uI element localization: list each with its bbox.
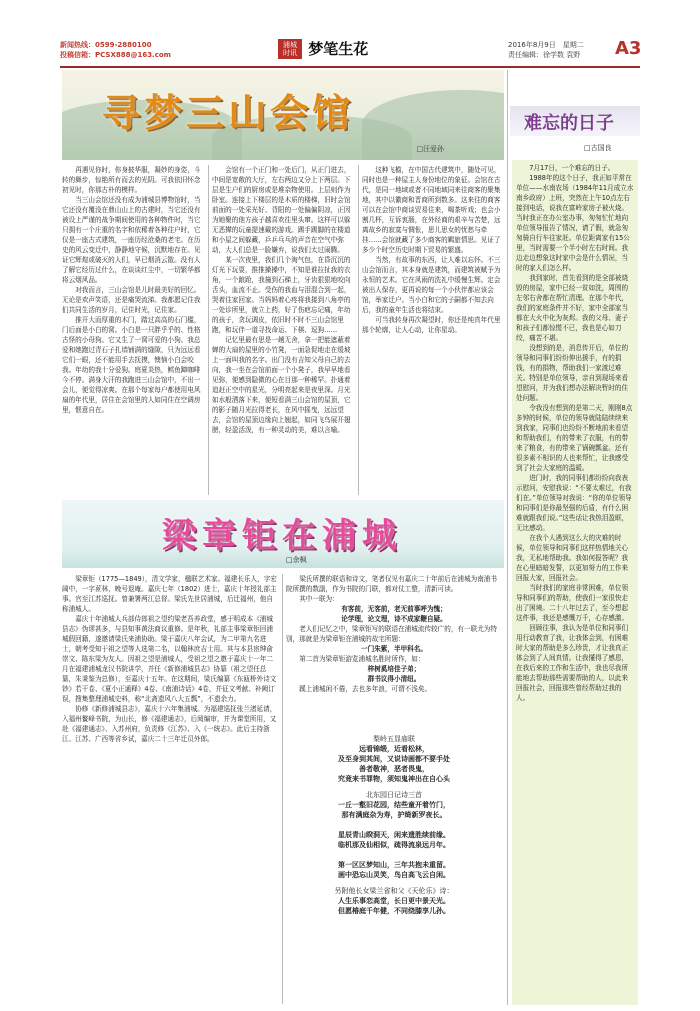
paragraph: 第二首为梁章钜游览浦城名胜时所作，如：: [299, 655, 425, 663]
paragraph: 当时我们的家庭非常困难，单位领导和同事们的帮助，使我们一家很快走出了困境。二十八年过去了，至今想起这件事，我还是感慨万千，心存感激。: [516, 584, 629, 622]
paragraph: 当然，有故事的东西，让人难以忘怀。不三山会馆而言，其本身就是建筑，而建筑被赋予为永恒的艺术。它在风雨的洗礼中缓慢生辉。定会被出人保存，更再说的每一个小伙伴都应该会馆，举家迁户。当小白和它的子嗣都不知去向后，我的童年生活也将结束。: [362, 256, 501, 314]
paragraph: 推开大而厚重的木门，踏过高高的石门槛，门后面是小白的窝。小白是一只胖乎乎的、性格古怪的小母狗。它又生了一窝可爱的小狗。我总爱和她跑过青石子扎墙铺满的缝隙，只为远远看它们一眼，还不能用手去抚摸，懊恼小白会咬我。年幼的我十分爱狗。庭夏炎热，鳕鱼蹿咖啡今不停。满身大汗的我跑进三山会馆中，不出一会儿，便觉得凉爽。在那个每家每户都使用电风扇的年代里，居住在会馆里的人如同住在空调房里，惬意自在。: [62, 316, 201, 414]
poem-line: [286, 820, 502, 830]
poem-line: 善者敬神，恶者畏鬼，: [359, 765, 429, 773]
article1-author: □汪爱孙: [416, 145, 444, 153]
poem-line: 究竟来书罪物，须知鬼神出在自心头: [338, 775, 450, 783]
poem-line: 临机那及仙相似，疏得流泉远月年。: [338, 841, 450, 849]
couplet-line: 群书议得小清纽。: [367, 675, 421, 683]
article2-column-2: [286, 574, 502, 724]
poem-title: 梨岭五显庙联: [373, 735, 415, 743]
column-heading: [278, 38, 368, 59]
paragraph: 令我没有想到的是第二天，刚刚8点多钟的时候，单位的领导就陆陆续续来到我家，同事们也纷纷不断地前来看望和帮助我们，有的带来了衣服，有的带来了粮食，有的带来了锅碗瓢盆。还有很多素不相识的人也来帮忙，让我感受到了社会大家庭的温暖。: [516, 404, 633, 472]
poem-line: [286, 850, 502, 860]
paragraph: 没想到的是，消息传开后，单位的领导和同事们纷纷伸出援手，有的捐钱，有的捐物，帮助我们一家渡过难关。特别是单位领导，亲自到现场来看望慰问，并为我们想办法解决暂时的住处问题。: [516, 344, 629, 402]
article1-column-2: [212, 165, 354, 495]
paragraph: 记忆里最有思是一趟无舍，拿一把能遮蔽着蝉的大扇的屋里的小竹凳，一面急促地走在缓坡上一面叫我的名字。出门没有吉知父母自己的去向，我一坐在会馆前面一个小凳子，我早早地看见弥，便感到隐微的心在目那一种稀罕。扑通着追赶正空中的星光，分明亮起来是夜里深。月光如水般洒落下来，便短看满三山会馆的屋顶，它的影子随月光拉得老长，在风中摇曳，远远望去，会馆的屋顶边缘向上翘起，如同飞鸟展开翅膀，轻盈活泼，有一种灵动的美，难以言喻。: [212, 336, 351, 434]
column-divider: [282, 574, 283, 1004]
paragraph: 当三山会馆还没有成为浦城县博物馆时，当它还没有覆没在鼎山山上的古建时，当它还没有被设上严谨的战争期间使用的各种物件时，当它只拥有一个庄重的名字和依稀着各种往户时，它仅是一座古式建筑，一座历经沧桑的老宅。在历史的风云变迁中，静静地守候，沉默地存在。见证它辉煌或破灭的人们，早已烟消云散。没有人了解它经历过什么，在谈谈红尘中，一切繁华都将云烟风品。: [62, 196, 201, 284]
paragraph: 这种飞檐，在中国古代建筑中，随处可见，同时也是一种屋主人身份地位的象征。会馆在古代，是同一地域或者不同地域同来往商客的聚集地，其中以徽商和晋商所到数多。这来往的商客可以在会馆中商谈贸易往来，喝茶听戏；也会小割几杯，互诉衷肠，在外经商的艰辛与苦楚，远离故乡的寂寞与惆怅，思儿思女的忧愁与牵挂……会馆就藏了多少商客的羁旅情思。见证了多少个时空历史时期下贸易的繁盛。: [362, 166, 501, 254]
editor-credit: 责任编辑：徐学数 袁野: [508, 51, 581, 59]
paragraph: 进门时，我的同事们都纷纷向我表示慰问，安慰我说：“不要太难过，有我们在。”单位领导对我说：“你的单位领导和同事们是你最坚强的后盾，有什么困难就跟我们说。”这些话让我热泪盈眶，无比感动。: [516, 474, 632, 532]
header-rule: [60, 66, 640, 68]
article1-banner: [62, 70, 504, 160]
paragraph: 会馆有一个正门和一处后门，从正门进去，中间是宽敞的大厅，左右两边又分上下两层。下层是生户们的厨房或是堆杂物使用。上层则作为卧室。连接上下楼层的是木质的楼梯，旧时会馆前面的一处采光好、背阳的一处偏偏阴凉，正因为她聚的他方孩子越喜欢往里头窜。这样可以躲无恶撵的玩童提速戴的游戏。踢手踢脚的在楼道和小屋之间躲藏，乒乒乓乓的声音在空气中弥动，大人们总是一脸嫌弃，说我们太过闹腾。: [212, 166, 351, 254]
contact-info: [60, 40, 171, 60]
article3-heading: [510, 106, 640, 136]
poem-line: 那有满庭杂为寿，护绮新罗夜长。: [341, 811, 447, 819]
paragraph: 梁氏所撰的联语和诗文，笔者仅见有嘉庆二十年前后在浦城为南浦书院所撰的数副，作为书院的门联，都对仗工整，清新可读。: [286, 575, 497, 593]
couplet-line: 论学理，论文理，诗不成家鞭自疑。: [341, 615, 447, 623]
article1-column-1: [62, 165, 204, 495]
poem-line: 远看锦缎，近看松林，: [359, 745, 429, 753]
article3-author: □古国良: [584, 144, 612, 152]
paragraph: 对我而言，三山会馆是儿时最美好的回忆。无论是欢声笑语，还是痛哭流涕。我都愿记住我们共同生活的岁月，记住时光，记住家。: [62, 286, 201, 314]
column-name: 梦笔生花: [308, 40, 369, 58]
paragraph: 1988年的这个日子，我正如平常在单位——水南农场（1984年11月成立水南乡政府）上班，突然在上午10点左右接到电话，说我在富岭家房子被火烧。当时我正在办公室办事，匆匆忙忙地向单位领导报告了情况，请了假，就急匆匆骑自行车往家赶。单位距离家有15公里，当时需要一个半小时左右时间。我边走边想象这时家中会是什么情况，当时的家人们怎么样。: [516, 174, 634, 272]
paragraph: 我到家时，首先看到的是全部被烧毁的房屋，家中已经一贫如洗，周围的左邻右舍都在帮忙清理。在那个年代，我们的家庭条件并不好，家中全部家当都在大火中化为灰烬。我的父母、妻子和孩子们都惊慌不已，我也是心如刀绞，痛苦不堪。: [516, 274, 629, 342]
poem-line: 人生乐事恋高堂，长日更中景天光。: [338, 897, 450, 905]
paragraph: 蹊上浦城闲不倦，去也多年浪，可谓不浅矣。: [299, 685, 432, 693]
article2-title: 梁章钜在浦城: [162, 516, 402, 556]
email-address: PCSX888@163.com: [95, 51, 171, 59]
section-divider: [507, 70, 508, 1005]
article2-author: □余枫: [286, 556, 307, 564]
poem-line: 画中恐忘山灵笑，鸟自高飞云自闲。: [338, 871, 450, 879]
paragraph: 协修《新修浦城县志》，嘉庆十六年集浦城。为福建巡抚张兰渚延请，入福州鳌峰书院，为山长，修《福建通志》，后阅编审，并为课堂所用，又赴《福建通志》、入苏州府，负责修《江苏》、入《一统志》。此后主持浙江、江苏、广西等省乡试，嘉庆二十三年迁员外郎。: [62, 705, 277, 743]
poem-title: 北东园日记诗三首: [366, 791, 422, 799]
paragraph: 在我个人遇到这么大的灾难的时候，单位领导和同事们这样热情地关心我，无私地帮助我。我如何报答呢？我在心里暗暗发誓，以更加努力的工作来回报大家，回报社会。: [516, 534, 629, 582]
article1-title: 寻梦三山会馆: [102, 90, 355, 135]
hotline-number: 0599-2880100: [95, 41, 152, 49]
poem-title: 另附他长女梁兰省和父《天伦乐》诗：: [334, 887, 454, 895]
paragraph: 可当我转身再次凝望时，你还是纯真年代里那个轮廓，让人心动，让你星动。: [362, 316, 501, 334]
couplet-line: 有客前，无客前，老无前事呼为愧；: [341, 605, 447, 613]
poem-line: 但愿椿庭千年健，不同绕膝享儿孙。: [338, 907, 450, 915]
issue-date: 2016年8月9日 星期二: [508, 41, 584, 49]
column-divider: [358, 165, 359, 495]
poem-line: 第一区区梦知山，三年共抱未重留。: [338, 861, 450, 869]
poem-line: 一丘一壑旧花园，结些童开着竹门，: [338, 801, 450, 809]
paragraph: 其中一联为：: [299, 595, 339, 603]
column-divider: [208, 165, 209, 495]
column-tag: 浦城时讯: [278, 39, 302, 59]
page-header: [60, 38, 640, 64]
page-number: A3: [615, 38, 642, 59]
email-label: 投稿信箱：: [60, 51, 95, 59]
paragraph: 嘉庆十年浦城人兵部侍郎祖之望约梁老吾养政堂，感于明成本《浦城县志》伪谬甚多，与县知事黄法商议重修。是年秋，礼部主事梁章钜回浦城假回籍，遂邀请梁氏来浦协助。梁于嘉庆八年会试，为二甲第九名进士，朝考受知于祖之望等人选第二名，以翰林庶吉士用。其与本县宦绅俞崇文、陈东梁为友人。因祖之望是浦城人，受祖之望之邀于嘉庆十一年二月在福建浦城龙汉书院讲学，并任《新修浦城县志》协纂（祖之望任总纂，朱秉鉴为总修），至嘉庆十五年。在这期间，梁氏编纂《东瓯桥外诗文钞》若干卷、《夏小正通释》4卷、《南浦诗话》4卷，并征文考献、补阙订误，搜集整理浦城史料，称“北斋遗风八大五瓢”，不遗余力。: [62, 615, 277, 703]
article2-banner: [62, 500, 504, 568]
article1-column-3: [362, 165, 504, 495]
paragraph: 某一次夜里，我们几个淘气包，在昏沉沉的灯光下玩耍，推推搡搡中，不知是谁拉扯我的衣角，一个踉跄，我撞到石梯上，牙齿狠狠地咬向舌头，血流不止。受伤的我血与泪混合到一起，哭着往家回家。当妈妈着心疼将我搂到八角亭的一处诊所里，就立上药，好了伤疤忘记痛，年幼的孩子，贪玩调皮，依旧时不时不三山会馆里跑，和玩伴一道寻找命运、下棋、逗狗……: [212, 256, 351, 334]
poem-block: [286, 728, 502, 916]
paragraph: 再遇见你时，你身披华服，凝妙的身姿，斗转的舞步，惊艳所有而去的光阴。可我依旧怀念初见时，你那古朴的模样。: [62, 166, 201, 194]
issue-info: [508, 40, 584, 60]
paragraph: 梁章钜（1775—1849），清文学家，楹联艺术家。福建长乐人，字宏阔中，一字茝林，晚号退庵。嘉庆七年（1802）进士，嘉庆十年授礼部主事。官至江苏巡抚。曾兼署两江总督。梁氏先世居浦城，后迁福州，他自称浦城人。: [62, 575, 277, 613]
couplet-line: 梓树奚培佳子弟；: [367, 665, 421, 673]
paragraph: 7月17日，一个难忘的日子。: [529, 164, 615, 172]
poem-line: 星辰青山睽洞天，闲来遗胜续前缘。: [338, 831, 450, 839]
article2-column-1: [62, 574, 278, 1004]
paragraph: 回顾往事，我认为是单位和同事们用行动教育了我，让我体会到，有困难时大家的帮助是多么珍贵，才让我真正体会到了人间真情。让我懂得了感恩，在我后来的工作和生活中，我也尽我所能地去帮助那些需要帮助的人，以此来回报社会，回报那些曾经帮助过我的人。: [516, 624, 629, 702]
couplet-line: 一门朱紫，半甲科名。: [361, 645, 427, 653]
article3-title: 难忘的日子: [524, 113, 614, 134]
poem-line: 及至身到其间，又说诗画都不要手处: [338, 755, 450, 763]
article3-column: [516, 163, 634, 1001]
paragraph: 老人们记忆之中，梁章钜写的联语在浦城流传较广的，有一联尤为特别，那就是为梁章钜在浦城的故宅所题：: [286, 625, 497, 643]
hotline-label: 新闻热线：: [60, 41, 95, 49]
